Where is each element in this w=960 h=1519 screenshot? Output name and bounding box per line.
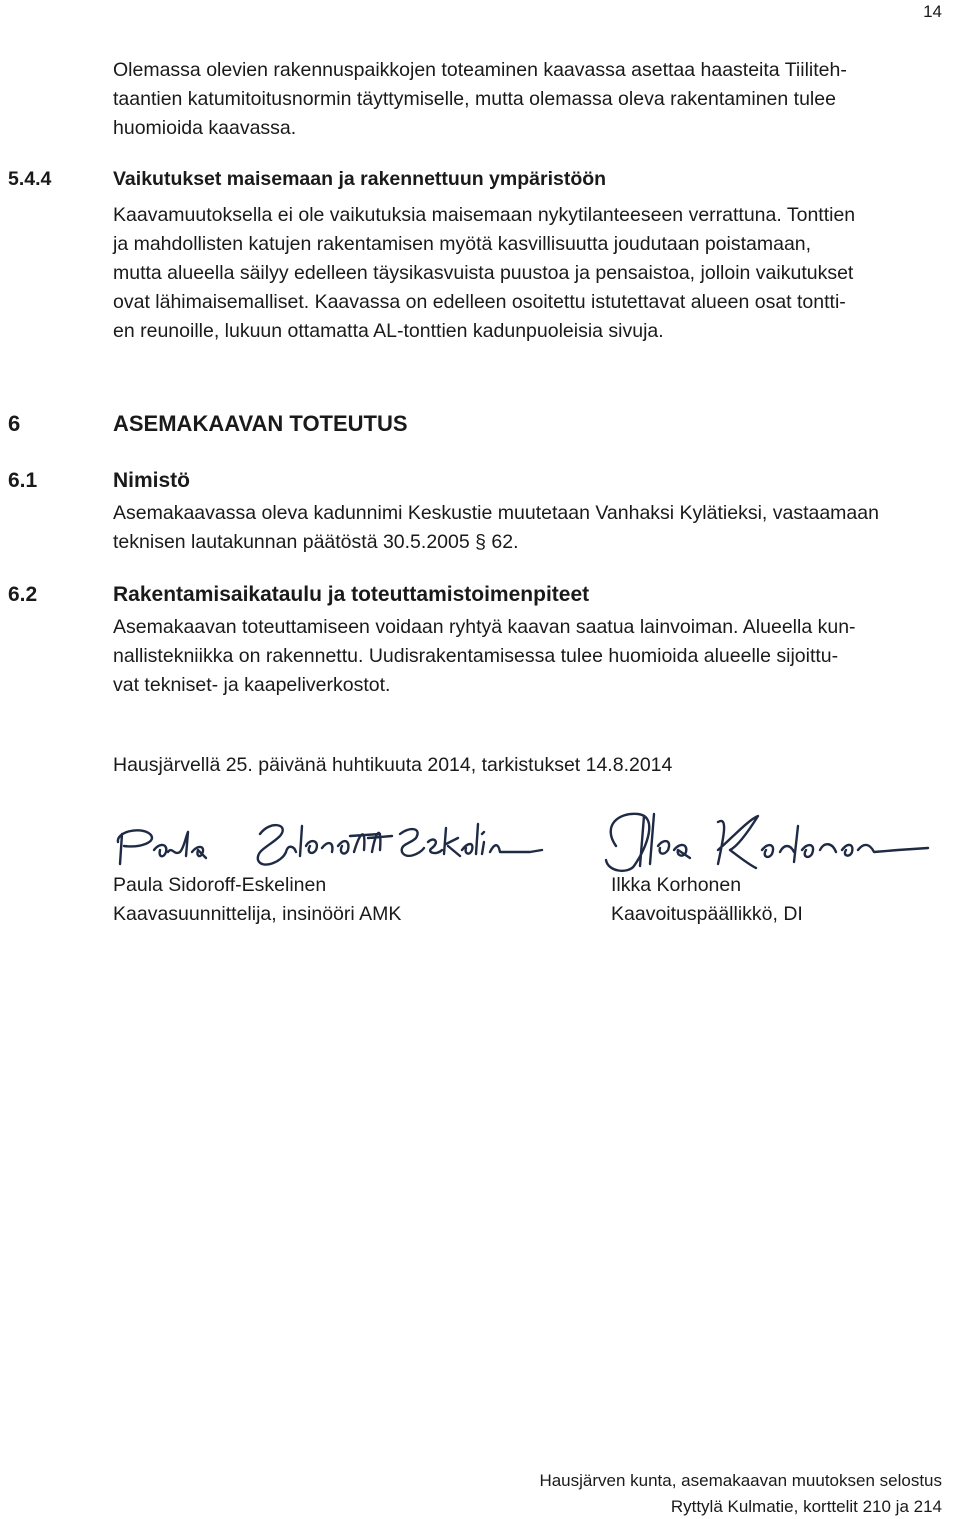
section-title: Vaikutukset maisemaan ja rakennettuun ympäristöön <box>113 168 607 190</box>
section-title: Rakentamisaikataulu ja toteuttamistoimenpiteet <box>113 583 590 606</box>
section-number: 6.2 <box>8 583 38 606</box>
section-title: ASEMAKAAVAN TOTEUTUS <box>113 411 408 436</box>
page-number: 14 <box>923 2 942 21</box>
section-title: Nimistö <box>113 469 191 492</box>
section-number: 5.4.4 <box>8 168 52 190</box>
paragraph-line: ovat lähimaisemalliset. Kaavassa on edelleen osoitettu istutettavat alueen osat tontti- <box>113 291 846 313</box>
paragraph-line: ja mahdollisten katujen rakentamisen myötä kasvillisuutta joudutaan poistamaan, <box>113 233 812 255</box>
signature-ilkka <box>598 806 938 882</box>
signatory-name: Paula Sidoroff-Eskelinen <box>113 874 327 896</box>
section-number: 6.1 <box>8 469 38 492</box>
paragraph-line: teknisen lautakunnan päätöstä 30.5.2005 § 62. <box>113 531 519 553</box>
footer-line: Ryttylä Kulmatie, korttelit 210 ja 214 <box>670 1497 942 1516</box>
paragraph-line: mutta alueella säilyy edelleen täysikasvuista puustoa ja pensaistoa, jolloin vaikutukset <box>113 262 854 284</box>
intro-line: Olemassa olevien rakennuspaikkojen toteaminen kaavassa asettaa haasteita Tiiliteh- <box>113 59 847 81</box>
paragraph-line: Kaavamuutoksella ei ole vaikutuksia maisemaan nykytilanteeseen verrattuna. Tonttien <box>113 204 856 226</box>
paragraph-line: Asemakaavan toteuttamiseen voidaan ryhtyä kaavan saatua lainvoiman. Alueella kun- <box>113 616 856 638</box>
paragraph-line: en reunoille, lukuun ottamatta AL-tonttien kadunpuoleisia sivuja. <box>113 320 664 342</box>
footer-line: Hausjärven kunta, asemakaavan muutoksen selostus <box>539 1471 942 1490</box>
signatory-title: Kaavoituspäällikkö, DI <box>611 903 803 925</box>
paragraph-line: vat tekniset- ja kaapeliverkostot. <box>113 674 391 696</box>
signature-paula <box>110 812 550 876</box>
intro-line: taantien katumitoitusnormin täyttymiselle, mutta olemassa oleva rakentaminen tulee <box>113 88 836 110</box>
paragraph-line: nallistekniikka on rakennettu. Uudisrakentamisessa tulee huomioida alueelle sijoittu- <box>113 645 839 667</box>
signatory-title: Kaavasuunnittelija, insinööri AMK <box>113 903 402 925</box>
intro-line: huomioida kaavassa. <box>113 117 297 139</box>
signatory-name: Ilkka Korhonen <box>611 874 742 896</box>
paragraph-line: Asemakaavassa oleva kadunnimi Keskustie muutetaan Vanhaksi Kylätieksi, vastaamaan <box>113 502 879 524</box>
place-date: Hausjärvellä 25. päivänä huhtikuuta 2014, tarkistukset 14.8.2014 <box>113 754 673 776</box>
section-number: 6 <box>8 411 21 436</box>
